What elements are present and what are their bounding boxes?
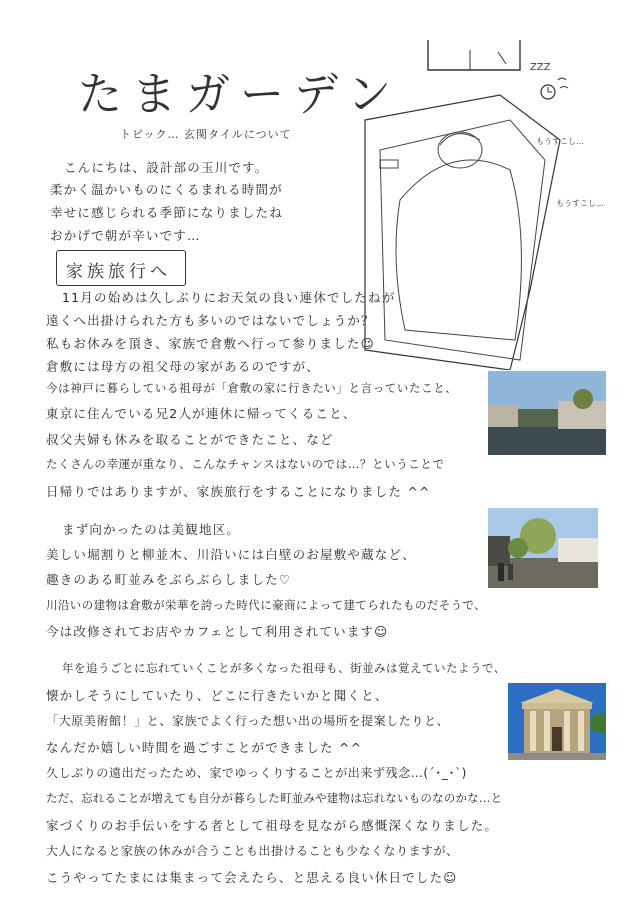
willow-street-photo	[488, 508, 598, 588]
para1-line: 今は神戸に暮らしている祖母が「倉敷の家に行きたい」と言っていたこと、	[46, 381, 458, 395]
murmur-text: もうすこし…	[536, 137, 584, 146]
para1-line: 東京に住んでいる兄2人が連休に帰ってくること、	[46, 406, 357, 421]
intro-line: こんにちは、設計部の玉川です。	[64, 160, 269, 175]
para3-line: 懐かしそうにしていたり、どこに行きたいかと聞くと、	[46, 688, 389, 703]
para2-line: 趣きのある町並みをぶらぶらしました♡	[46, 572, 292, 587]
para2-line: 今は改修されてお店やカフェとして利用されています☺	[46, 624, 389, 639]
para3-line: なんだか嬉しい時間を過ごすことができました ^^	[46, 740, 363, 755]
newsletter-title: たまガーデン	[78, 67, 402, 122]
para3-line: 年を追うごとに忘れていくことが多くなった祖母も、街並みは覚えていたようで、	[62, 661, 506, 675]
intro-line: おかげで朝が辛いです…	[50, 228, 201, 243]
murmur-text: もうすこし…	[556, 199, 604, 208]
para3-line: ただ、忘れることが増えても自分が暮らした町並みや建物は忘れないものなのかな…と	[46, 791, 503, 805]
intro-line: 柔かく温かいものにくるまれる時間が	[50, 182, 283, 197]
topic-line: トピック… 玄関タイルについて	[120, 128, 292, 141]
para2-line: 美しい堀割りと柳並木、川沿いには白壁のお屋敷や蔵など、	[46, 547, 416, 562]
canal-photo	[488, 371, 606, 455]
para1-line: 日帰りではありますが、家族旅行をすることになりました ^^	[46, 484, 431, 499]
para1-line: 叔父夫婦も休みを取ることができたこと、など	[46, 432, 334, 447]
section-heading: 家族旅行へ	[66, 262, 171, 282]
snore-text: ZZZ	[530, 62, 551, 73]
para1-line: たくさんの幸運が重なり、こんなチャンスはないのでは…？ということで	[46, 457, 445, 471]
para3-line: 久しぶりの遠出だったため、家でゆっくりすることが出来ず残念…(´･_･`)	[46, 766, 467, 780]
para3-line: 「大原美術館！」と、家族でよく行った想い出の場所を提案したりと、	[46, 714, 450, 728]
para3-line: こうやってたまには集まって会えたら、と思える良い休日でした☺	[46, 870, 458, 885]
para3-line: 大人になると家族の休みが合うことも出掛けることも少なくなりますが、	[46, 844, 459, 858]
para1-line: 倉敷には母方の祖父母の家があるのですが、	[46, 359, 321, 374]
para3-line: 家づくりのお手伝いをする者として祖母を見ながら感慨深くなりました。	[46, 818, 499, 833]
para2-line: 川沿いの建物は倉敷が栄華を誇った時代に豪商によって建てられたものだそうで、	[46, 598, 487, 612]
para1-line: 11月の始めは久しぶりにお天気の良い連休でしたねが	[62, 290, 396, 305]
para1-line: 遠くへ出掛けられた方も多いのではないでしょうか？	[46, 313, 375, 328]
para2-line: まず向かったのは美観地区。	[62, 522, 241, 537]
para1-line: 私もお休みを頂き、家族で倉敷へ行って参りました☺	[46, 336, 375, 351]
museum-photo	[508, 683, 606, 760]
intro-line: 幸せに感じられる季節になりましたね	[50, 205, 283, 220]
